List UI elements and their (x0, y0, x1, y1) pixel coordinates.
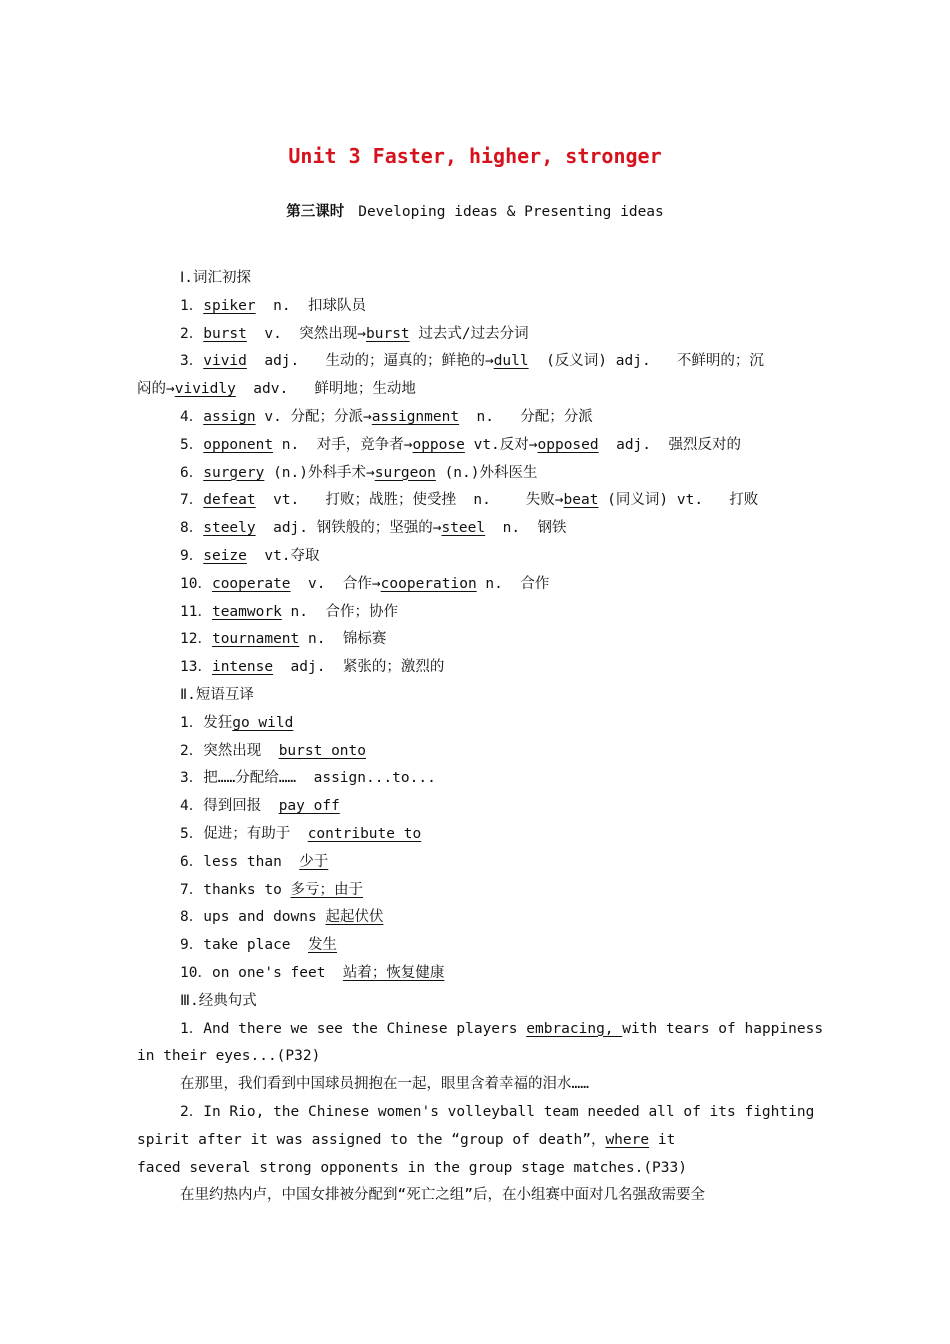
item-number: 5． (180, 436, 204, 453)
sentence-translation (180, 1074, 589, 1094)
vocab-gloss: n. 对手，竞争者→ (273, 436, 413, 453)
vocab-word: steely (203, 520, 256, 537)
phrase-answer: go wild (232, 714, 294, 731)
heading-text: Ⅰ.词汇初探 (180, 270, 252, 286)
vocab-answer: surgeon (374, 464, 436, 481)
vocab-item (180, 546, 320, 566)
vocab-answer: opposed (537, 436, 599, 453)
vocab-item (180, 629, 386, 649)
phrase-prompt: 得到回报 (203, 798, 279, 815)
phrase-answer: 起起伏伏 (325, 909, 384, 926)
phrase-answer: 发生 (308, 937, 337, 954)
vocab-item (180, 407, 593, 427)
item-number: 6． (180, 853, 204, 870)
vocab-item (180, 574, 549, 594)
item-number: 10． (180, 575, 212, 592)
vocab-item-continued (137, 379, 416, 399)
phrase-answer: burst onto (278, 742, 367, 759)
phrase-prompt: 把……分配给…… assign...to... (203, 770, 436, 787)
sentence-text: 2．In Rio, the Chinese women's volleyball team needed all of its fighting (180, 1104, 815, 1120)
sentence-line (180, 1102, 814, 1122)
sentence-line (137, 1130, 675, 1150)
vocab-answer: assignment (371, 409, 460, 425)
sentence-line (137, 1046, 320, 1066)
heading-text: Ⅲ.经典句式 (180, 992, 257, 1009)
item-number: 9． (180, 548, 204, 564)
item-number: 9． (180, 937, 204, 954)
item-number: 1． (180, 714, 204, 731)
sentence-text: with tears of happiness (622, 1020, 824, 1037)
phrase-prompt: ups and downs (203, 909, 326, 926)
vocab-gloss: n. 锦标赛 (299, 631, 387, 648)
phrase-prompt: thanks to (203, 881, 291, 898)
item-number: 2． (180, 742, 204, 759)
sentence-text: spirit after it was assigned to the “group of death”， (137, 1131, 606, 1148)
vocab-gloss: vt.夺取 (246, 548, 320, 564)
item-number: 4． (180, 409, 204, 425)
sentence-line (180, 1019, 823, 1039)
vocab-gloss: adj. 强烈反对的 (598, 436, 741, 453)
item-number: 3． (180, 353, 204, 370)
sentence-translation (180, 1185, 705, 1205)
vocab-word: surgery (203, 464, 265, 481)
vocab-gloss: 过去式/过去分词 (409, 325, 529, 342)
phrase-answer: pay off (278, 798, 340, 815)
vocab-word: opponent (203, 436, 274, 453)
vocab-gloss: (n.)外科手术→ (264, 464, 375, 481)
vocab-word: seize (203, 548, 247, 564)
item-number: 5． (180, 826, 204, 842)
item-number: 1． (180, 297, 204, 314)
vocab-gloss: n. 扣球队员 (255, 297, 367, 314)
phrase-item (180, 768, 436, 788)
vocab-gloss: adj. 紧张的；激烈的 (273, 659, 445, 676)
vocab-gloss: adv. 鲜明地；生动地 (235, 381, 416, 398)
phrase-prompt: 促进；有助于 (203, 826, 308, 842)
vocab-word: burst (203, 325, 247, 342)
item-number: 2． (180, 325, 204, 342)
item-number: 10． (180, 965, 212, 981)
phrase-item (180, 796, 340, 816)
sentence-text: 1．And there we see the Chinese players (180, 1020, 527, 1037)
item-number: 7． (180, 492, 204, 509)
phrase-item (180, 824, 421, 844)
section-heading (180, 685, 254, 705)
vocab-item (180, 518, 567, 538)
vocab-answer: beat (563, 492, 599, 509)
vocab-word: tournament (211, 631, 300, 648)
vocab-gloss: n. 钢铁 (485, 520, 567, 537)
vocab-gloss: 闷的→ (137, 381, 175, 398)
vocab-word: assign (203, 409, 256, 425)
section-heading (180, 991, 257, 1011)
vocab-answer: vividly (174, 381, 236, 398)
section-heading (180, 268, 251, 288)
vocab-item (180, 463, 538, 483)
sentence-answer: embracing, (526, 1020, 623, 1037)
vocab-item (180, 296, 366, 316)
sentence-answer: where (605, 1131, 650, 1148)
item-number: 12． (180, 631, 212, 648)
vocab-answer: cooperation (380, 575, 477, 592)
phrase-prompt: take place (203, 937, 308, 954)
vocab-word: teamwork (211, 603, 282, 620)
vocab-gloss: n. 合作 (476, 575, 550, 592)
page-title: Unit 3 Faster, higher, stronger (288, 144, 662, 168)
phrase-item (180, 935, 337, 955)
vocab-item (180, 602, 398, 622)
translation-text: 在里约热内卢，中国女排被分配到“死亡之组”后，在小组赛中面对几名强敌需要全 (180, 1187, 705, 1204)
vocab-item (180, 657, 444, 677)
item-number: 8． (180, 909, 204, 926)
vocab-item (180, 351, 764, 371)
vocab-word: intense (211, 659, 274, 676)
phrase-answer: 少于 (299, 853, 329, 870)
sentence-line (137, 1158, 687, 1178)
item-number: 11． (180, 603, 212, 620)
phrase-answer: 站着；恢复健康 (342, 965, 445, 981)
vocab-gloss: (n.)外科医生 (435, 464, 538, 481)
vocab-gloss: n. 合作；协作 (281, 603, 398, 620)
sentence-text: it (649, 1131, 676, 1148)
vocab-word: vivid (203, 353, 247, 370)
vocab-word: defeat (203, 492, 256, 509)
vocab-gloss: (同义词) vt. 打败 (598, 492, 759, 509)
item-number: 13． (180, 659, 212, 676)
vocab-gloss: adj. 生动的；逼真的；鲜艳的→ (246, 353, 494, 370)
phrase-prompt: 突然出现 (203, 742, 279, 759)
phrase-prompt: on one's feet (211, 965, 343, 981)
vocab-gloss: v. 突然出现→ (246, 325, 366, 342)
phrase-answer: 多亏；由于 (290, 881, 364, 898)
lesson-topic: Developing ideas & Presenting ideas (358, 204, 664, 220)
vocab-word: cooperate (211, 575, 291, 592)
vocab-gloss: vt. 打败；战胜；使受挫 n. 失败→ (255, 492, 564, 509)
phrase-item (180, 907, 383, 927)
phrase-item (180, 741, 366, 761)
page-subtitle (0, 200, 950, 221)
phrase-item (180, 852, 328, 872)
vocab-gloss: v. 分配；分派→ (255, 409, 372, 425)
phrase-prompt: 发狂 (203, 714, 233, 731)
vocab-gloss: n. 分配；分派 (459, 409, 593, 425)
vocab-item (180, 324, 529, 344)
item-number: 6． (180, 464, 204, 481)
item-number: 3． (180, 770, 204, 787)
phrase-prompt: less than (203, 853, 300, 870)
vocab-item (180, 490, 758, 510)
item-number: 7． (180, 881, 204, 898)
vocab-answer: steel (441, 520, 486, 537)
vocab-gloss: v. 合作→ (290, 575, 381, 592)
phrase-item (180, 880, 363, 900)
phrase-item (180, 963, 444, 983)
vocab-gloss: adj. 钢铁般的；坚强的→ (255, 520, 442, 537)
vocab-answer: burst (366, 325, 410, 342)
vocab-word: spiker (203, 297, 256, 314)
phrase-item (180, 713, 293, 733)
heading-text: Ⅱ.短语互译 (180, 687, 254, 703)
sentence-text: in their eyes...(P32) (137, 1048, 321, 1065)
vocab-gloss: (反义词) adj. 不鲜明的；沉 (528, 353, 764, 370)
vocab-gloss: vt.反对→ (464, 436, 538, 453)
vocab-item (180, 435, 741, 455)
phrase-answer: contribute to (307, 826, 422, 842)
vocab-answer: dull (493, 353, 529, 370)
item-number: 4． (180, 798, 204, 815)
item-number: 8． (180, 520, 204, 537)
vocab-answer: oppose (412, 436, 465, 453)
sentence-text: faced several strong opponents in the group stage matches.(P33) (137, 1159, 687, 1176)
translation-text: 在那里，我们看到中国球员拥抱在一起，眼里含着幸福的泪水…… (180, 1076, 589, 1093)
lesson-label: 第三课时 (286, 204, 345, 220)
